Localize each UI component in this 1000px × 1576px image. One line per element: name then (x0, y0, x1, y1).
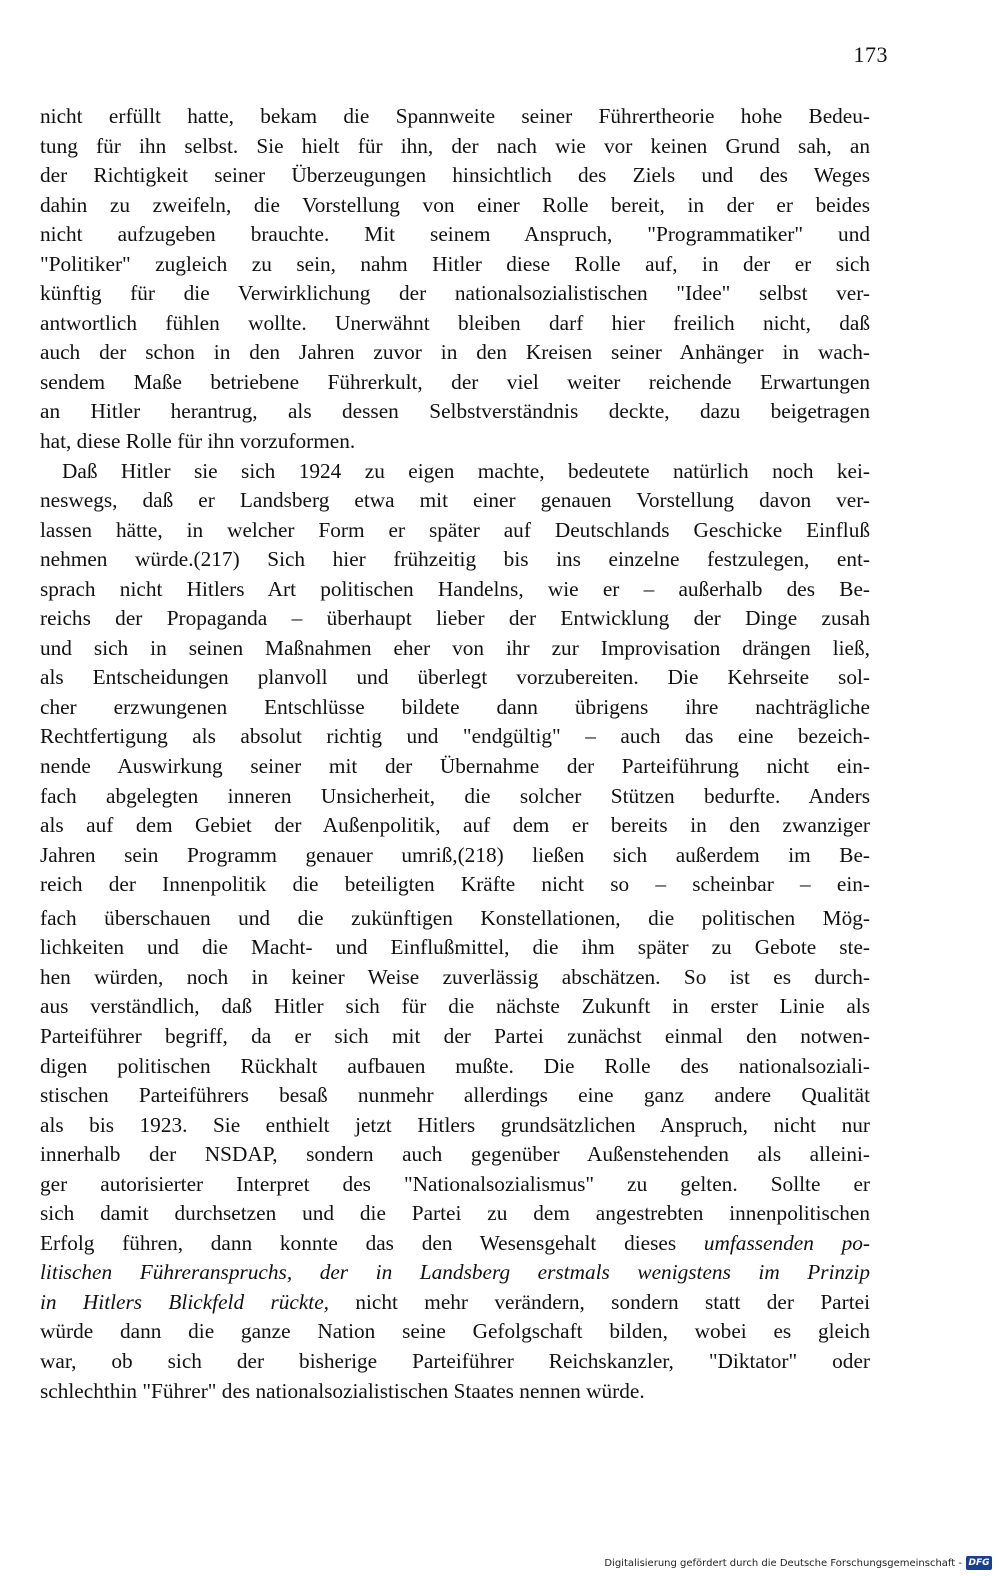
text-line: hen würden, noch in keiner Weise zuverlässig abschätzen. So ist es durch- (40, 964, 870, 989)
text-line: reichs der Propaganda – überhaupt lieber der Entwicklung der Dinge zusah (40, 606, 870, 631)
text-line: stischen Parteiführers besaß nunmehr allerdings eine ganz andere Qualität (40, 1083, 870, 1108)
text-line: "Politiker" zugleich zu sein, nahm Hitler diese Rolle auf, in der er sich (40, 251, 870, 276)
text-line: fach abgelegten inneren Unsicherheit, die solcher Stützen bedurfte. Anders (40, 783, 870, 808)
page-number: 173 (853, 42, 888, 67)
text-line: sich damit durchsetzen und die Partei zu dem angestrebten innenpolitischen (40, 1201, 870, 1226)
credit-text: Digitalisierung gefördert durch die Deutsche Forschungsgemeinschaft - (604, 1557, 962, 1569)
text-line: und sich in seinen Maßnahmen eher von ihr zur Improvisation drängen ließ, (40, 635, 870, 660)
text-line: nicht aufzugeben brauchte. Mit seinem Anspruch, "Programmatiker" und (40, 222, 870, 247)
text-line: fach überschauen und die zukünftigen Konstellationen, die politischen Mög- (40, 905, 870, 930)
text-line: digen politischen Rückhalt aufbauen mußte. Die Rolle des nationalsoziali- (40, 1053, 870, 1078)
text-line (40, 1288, 870, 1318)
text-line: reich der Innenpolitik die beteiligten Kräfte nicht so – scheinbar – ein- (40, 872, 870, 897)
text-line: dahin zu zweifeln, die Vorstellung von einer Rolle bereit, in der er beides (40, 192, 870, 217)
text-line: lassen hätte, in welcher Form er später auf Deutschlands Geschicke Einfluß (40, 517, 870, 542)
text-line: an Hitler herantrug, als dessen Selbstverständnis deckte, dazu beigetragen (40, 399, 870, 424)
text-line: Parteiführer begriff, da er sich mit der Partei zunächst einmal den notwen- (40, 1023, 870, 1048)
text-line: sendem Maße betriebene Führerkult, der viel weiter reichende Erwartungen (40, 369, 870, 394)
text-line: künftig für die Verwirklichung der nationalsozialistischen "Idee" selbst ver- (40, 281, 870, 306)
digitization-credit (604, 1556, 992, 1570)
text-line: nicht erfüllt hatte, bekam die Spannweite seiner Führertheorie hohe Bedeu- (40, 104, 870, 128)
text-line: neswegs, daß er Landsberg etwa mit einer genauen Vorstellung davon ver- (40, 488, 870, 513)
text-line: Rechtfertigung als absolut richtig und "endgültig" – auch das eine bezeich- (40, 724, 870, 749)
text-line: auch der schon in den Jahren zuvor in den Kreisen seiner Anhänger in wach- (40, 340, 870, 365)
text-line: litischen Führeranspruchs, der in Landsberg erstmals wenigstens im Prinzip (40, 1260, 870, 1285)
text-line: als bis 1923. Sie enthielt jetzt Hitlers grundsätzlichen Anspruch, nicht nur (40, 1112, 870, 1137)
text-line: war, ob sich der bisherige Parteiführer Reichskanzler, "Diktator" oder (40, 1348, 870, 1373)
text-line: cher erzwungenen Entschlüsse bildete dann übrigens ihre nachträgliche (40, 694, 870, 719)
text-line: Jahren sein Programm genauer umriß,(218) ließen sich außerdem im Be- (40, 842, 870, 867)
text-line: schlechthin "Führer" des nationalsozialistischen Staates nennen würde. (40, 1378, 645, 1403)
dfg-logo: DFG (966, 1556, 992, 1570)
italic-text-segment: umfassenden po- (703, 1230, 870, 1255)
text-line: tung für ihn selbst. Sie hielt für ihn, der nach wie vor keinen Grund sah, an (40, 133, 870, 158)
text-line: würde dann die ganze Nation seine Gefolgschaft bilden, wobei es gleich (40, 1319, 870, 1344)
text-line (40, 1229, 870, 1259)
text-line: nende Auswirkung seiner mit der Übernahme der Parteiführung nicht ein- (40, 754, 870, 779)
text-line: aus verständlich, daß Hitler sich für die nächste Zukunft in erster Linie als (40, 994, 870, 1019)
text-line: der Richtigkeit seiner Überzeugungen hinsichtlich des Ziels und des Weges (40, 163, 870, 188)
text-line: Daß Hitler sie sich 1924 zu eigen machte, bedeutete natürlich noch kei- (62, 458, 870, 483)
text-segment: nicht mehr verändern, sondern statt der Partei (328, 1289, 870, 1314)
text-line: innerhalb der NSDAP, sondern auch gegenüber Außenstehenden als alleini- (40, 1142, 870, 1167)
text-line: antwortlich fühlen wollte. Unerwähnt bleiben darf hier freilich nicht, daß (40, 310, 870, 335)
text-line: ger autorisierter Interpret des "Nationalsozialismus" zu gelten. Sollte er (40, 1171, 870, 1196)
text-segment: Erfolg führen, dann konnte das den Wesensgehalt dieses (40, 1230, 704, 1255)
text-line: lichkeiten und die Macht- und Einflußmittel, die ihm später zu Gebote ste- (40, 935, 870, 960)
text-line: als auf dem Gebiet der Außenpolitik, auf dem er bereits in den zwanziger (40, 813, 870, 838)
body-text (40, 102, 870, 1406)
text-line: hat, diese Rolle für ihn vorzuformen. (40, 429, 356, 454)
italic-text-segment: in Hitlers Blickfeld rückte, (40, 1289, 329, 1314)
text-line: nehmen würde.(217) Sich hier frühzeitig bis ins einzelne festzulegen, ent- (40, 547, 870, 572)
text-line: als Entscheidungen planvoll und überlegt vorzubereiten. Die Kehrseite sol- (40, 665, 870, 690)
text-line: sprach nicht Hitlers Art politischen Handelns, wie er – außerhalb des Be- (40, 576, 870, 601)
